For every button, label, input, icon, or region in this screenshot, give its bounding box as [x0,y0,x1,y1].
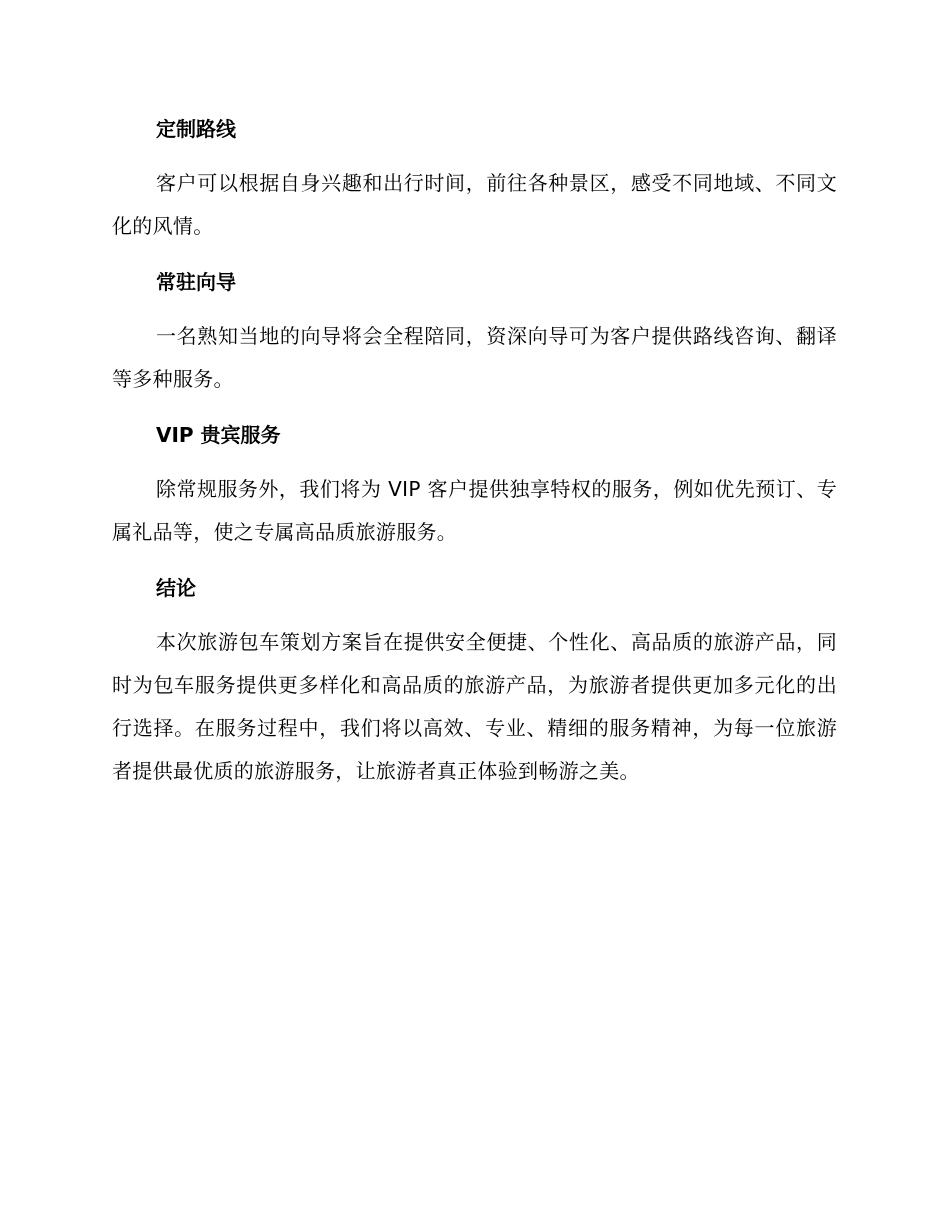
section-heading-vip-service: VIP 贵宾服务 [156,423,281,447]
document-page [112,110,837,793]
section-body-custom-route: 客户可以根据自身兴趣和出行时间，前往各种景区，感受不同地域、不同文化的风情。 [112,171,837,238]
section-heading-conclusion: 结论 [156,576,196,600]
section-body-conclusion: 本次旅游包车策划方案旨在提供安全便捷、个性化、高品质的旅游产品，同时为包车服务提供更多样化和高品质的旅游产品，为旅游者提供更加多元化的出行选择。在服务过程中，我们将以高效、专业、精细的服务精神，为每一位旅游者提供最优质的旅游服务，让旅游者真正体验到畅游之美。 [112,630,837,783]
section-heading-custom-route: 定制路线 [156,117,236,141]
section-body-resident-guide: 一名熟知当地的向导将会全程陪同，资深向导可为客户提供路线咨询、翻译等多种服务。 [112,324,837,391]
section-heading-resident-guide: 常驻向导 [156,270,236,294]
section-body-vip-service: 除常规服务外，我们将为 VIP 客户提供独享特权的服务，例如优先预订、专属礼品等，使之专属高品质旅游服务。 [112,477,837,544]
